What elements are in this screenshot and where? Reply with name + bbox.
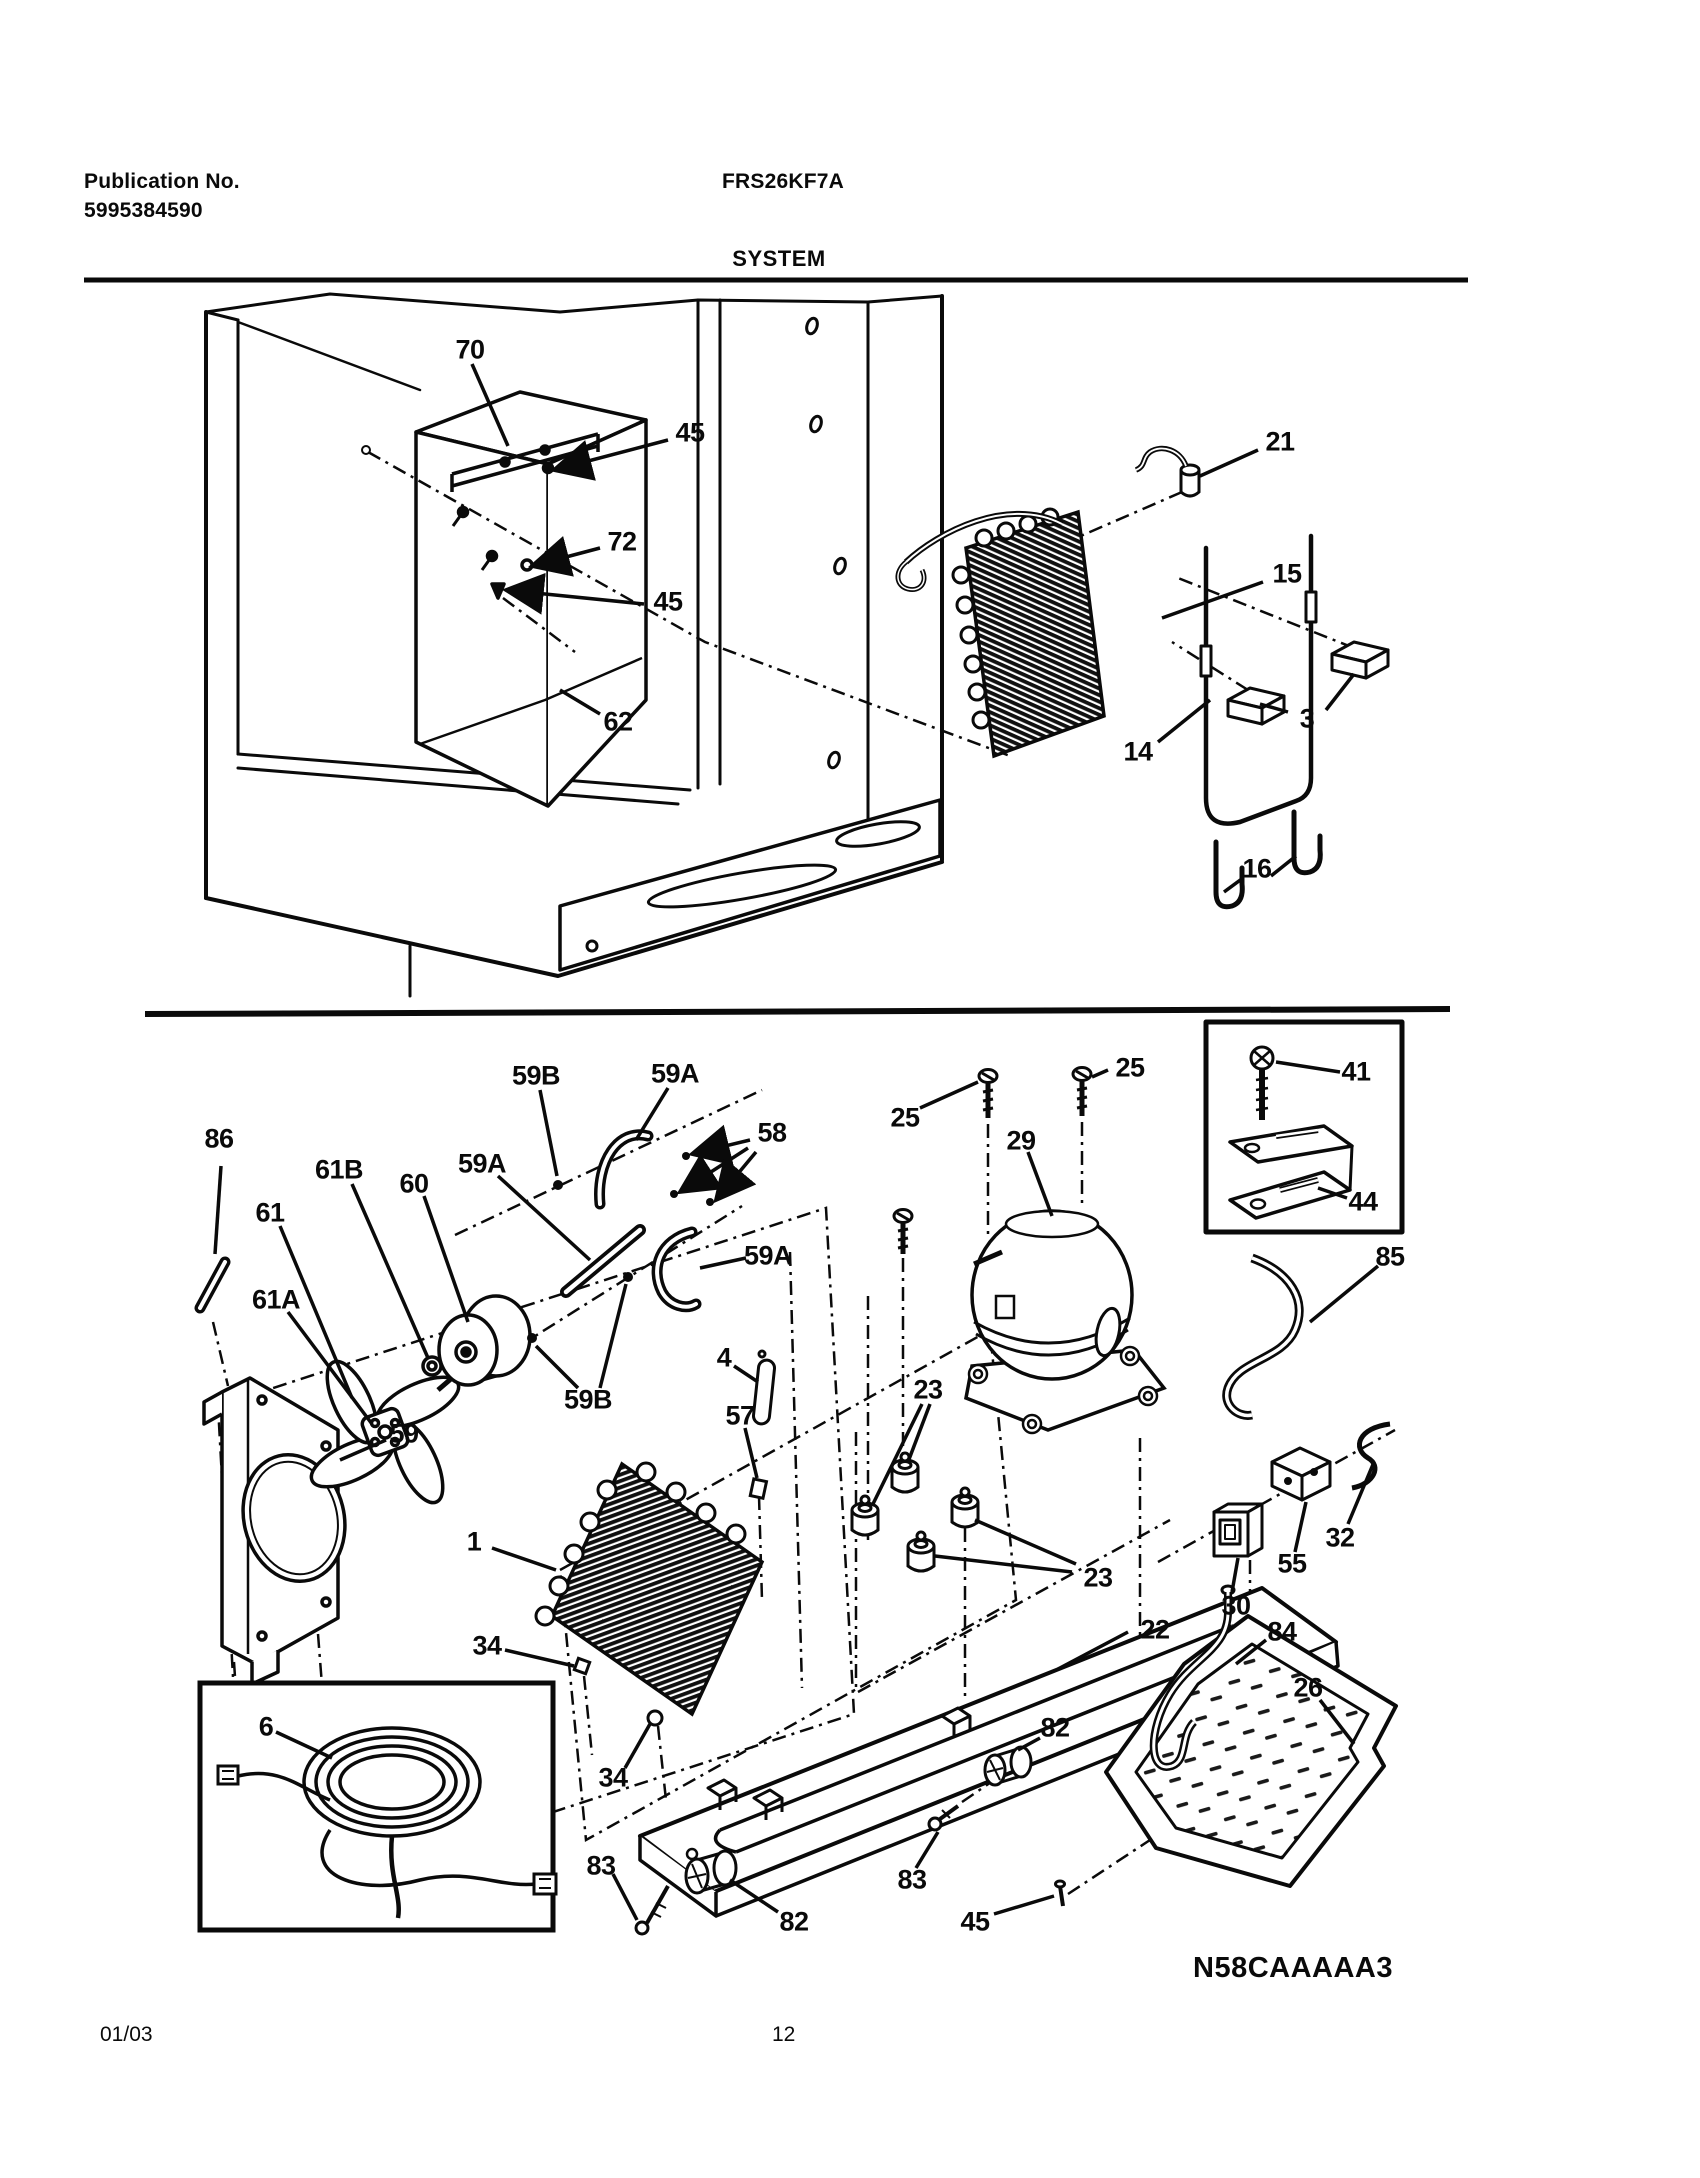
section-title: SYSTEM xyxy=(732,246,826,271)
frame-brackets-hooks-drawing xyxy=(1201,536,1388,907)
fan-shroud-drawing xyxy=(204,1378,358,1684)
evaporator-coil-drawing xyxy=(898,509,1104,756)
footer-page-number: 12 xyxy=(772,2023,796,2046)
part-callout-14: 14 xyxy=(1123,736,1153,767)
grommet-3 xyxy=(908,1532,934,1571)
part-callout-44: 44 xyxy=(1348,1186,1378,1217)
part-callout-22: 22 xyxy=(1140,1614,1170,1645)
part-callout-59B-1: 59B xyxy=(511,1060,561,1091)
part-callout-59B-2: 59B xyxy=(563,1384,613,1415)
compressor-drawing xyxy=(966,1211,1164,1433)
part-callout-15: 15 xyxy=(1272,558,1302,589)
part-callout-72: 72 xyxy=(607,526,637,557)
part-callout-45-2: 45 xyxy=(653,586,683,617)
grommet-4 xyxy=(952,1488,978,1527)
part-callout-25-1: 25 xyxy=(890,1102,920,1133)
part-callout-1: 1 xyxy=(466,1526,482,1557)
part-callout-60: 60 xyxy=(399,1168,429,1199)
part-callout-82-1: 82 xyxy=(779,1906,809,1937)
part-callout-59A-1: 59A xyxy=(457,1148,507,1179)
part-callout-26: 26 xyxy=(1293,1672,1323,1703)
part-callout-57: 57 xyxy=(725,1400,755,1431)
part-callout-34-2: 34 xyxy=(598,1762,628,1793)
condenser-coil-drawing xyxy=(536,1463,762,1725)
screw-25-b xyxy=(1073,1068,1091,1117)
grommets-drawing xyxy=(852,1453,978,1571)
part-callout-62: 62 xyxy=(603,706,633,737)
part-callout-84: 84 xyxy=(1267,1616,1297,1647)
part-callout-59A-3: 59A xyxy=(743,1240,793,1271)
diagram-code: N58CAAAAA3 xyxy=(1193,1952,1393,1984)
part-callout-34-1: 34 xyxy=(472,1630,502,1661)
part-callout-3: 3 xyxy=(1299,703,1315,734)
part-callout-23-1: 23 xyxy=(913,1374,943,1405)
part-callout-58: 58 xyxy=(757,1117,787,1148)
screw-25-a xyxy=(979,1070,997,1119)
part-callout-61B: 61B xyxy=(314,1154,364,1185)
part-callout-4: 4 xyxy=(716,1342,732,1373)
screw-83-a xyxy=(636,1886,668,1934)
part-callout-32: 32 xyxy=(1325,1522,1355,1553)
part-callout-83-1: 83 xyxy=(586,1850,616,1881)
part-callout-45-3: 45 xyxy=(960,1906,990,1937)
pin-45 xyxy=(1056,1881,1065,1906)
part-callout-45-1: 45 xyxy=(675,417,705,448)
part-callout-61: 61 xyxy=(255,1197,285,1228)
part-callout-30: 30 xyxy=(1221,1590,1251,1621)
part-callout-29: 29 xyxy=(1006,1125,1036,1156)
wire-harness-box xyxy=(200,1683,556,1930)
footer-date: 01/03 xyxy=(100,2023,153,2046)
publication-label: Publication No. xyxy=(84,170,240,193)
part-callout-70: 70 xyxy=(455,334,485,365)
part-callout-6: 6 xyxy=(258,1711,274,1742)
part-callout-41: 41 xyxy=(1341,1056,1371,1087)
part-callout-21: 21 xyxy=(1265,426,1295,457)
relay-parts-drawing xyxy=(1214,1258,1390,1556)
part-callout-59: 59 xyxy=(389,1418,419,1449)
part-callout-16: 16 xyxy=(1242,853,1272,884)
part-callout-83-2: 83 xyxy=(897,1864,927,1895)
model-number: FRS26KF7A xyxy=(722,170,844,193)
screw-25-c xyxy=(894,1210,912,1255)
part-callout-61A: 61A xyxy=(251,1284,301,1315)
part-callout-55: 55 xyxy=(1277,1548,1307,1579)
part-callout-23-2: 23 xyxy=(1083,1562,1113,1593)
part-callout-25-2: 25 xyxy=(1115,1052,1145,1083)
part-callout-86: 86 xyxy=(204,1123,234,1154)
accumulator-drawing xyxy=(1136,448,1199,496)
part-callout-82-2: 82 xyxy=(1040,1712,1070,1743)
part-callout-59A-2: 59A xyxy=(650,1058,700,1089)
part-callout-85: 85 xyxy=(1375,1241,1405,1272)
publication-number: 5995384590 xyxy=(84,199,203,222)
fan-motor-drawing xyxy=(305,1296,530,1509)
